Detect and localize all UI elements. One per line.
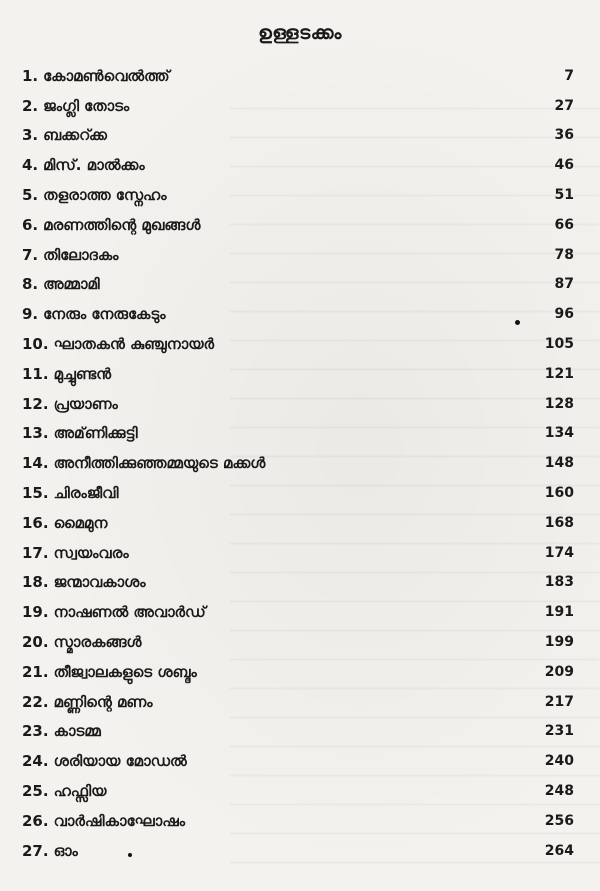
toc-entry-label (22, 365, 111, 383)
toc-entry-title: തളരാത്ത സ്നേഹം (43, 186, 167, 205)
toc-entry-page-number: 256 (544, 812, 574, 829)
toc-entry-number: 20. (22, 633, 49, 652)
toc-entry-title: ഹഫ്സിയ (53, 782, 107, 801)
toc-entry-label (22, 97, 129, 115)
toc-entry[interactable] (22, 91, 574, 121)
toc-entry[interactable] (22, 389, 574, 419)
toc-entry-page-number: 160 (544, 485, 574, 502)
toc-entry-number: 10. (22, 335, 49, 354)
toc-entry-title: മുച്ചുണ്ടൻ (53, 364, 112, 383)
toc-entry-number: 15. (22, 484, 49, 503)
toc-entry-title: ഓം (53, 841, 78, 860)
toc-entry-page-number: 248 (544, 783, 574, 800)
toc-entry-page-number: 168 (544, 514, 574, 531)
toc-entry-label (22, 722, 101, 740)
toc-entry-page-number: 148 (544, 455, 574, 472)
toc-entry-title: ചിരംജീവി (53, 484, 119, 503)
toc-entry[interactable] (22, 359, 574, 389)
toc-entry-label (22, 633, 141, 651)
toc-entry-page-number: 217 (544, 693, 574, 710)
stray-ink-dot (128, 853, 132, 857)
toc-entry-label (22, 216, 200, 234)
toc-entry-page-number: 96 (554, 306, 574, 323)
toc-entry-title: ഘാതകൻ കുഞ്ചുനായർ (53, 335, 215, 354)
toc-entry-number: 25. (22, 782, 49, 801)
toc-entry-number: 13. (22, 424, 49, 443)
toc-entry[interactable] (22, 150, 574, 180)
toc-entry-page-number: 36 (554, 127, 574, 144)
toc-entry-number: 1. (22, 66, 39, 85)
toc-entry[interactable] (22, 776, 574, 806)
toc-entry-title: കാടമ്മ (53, 722, 101, 741)
toc-entry-number: 17. (22, 543, 49, 562)
toc-entry-title: ബക്കറ്ക്ക (43, 126, 107, 145)
toc-entry-page-number: 27 (554, 97, 574, 114)
toc-entry-label (22, 335, 214, 353)
toc-entry-number: 14. (22, 454, 49, 473)
toc-entry-title: സ്വയംവരം (53, 543, 129, 562)
toc-entry[interactable] (22, 448, 574, 478)
toc-entry-title: ശരിയായ മോഡൽ (53, 752, 187, 771)
toc-entry[interactable] (22, 270, 574, 300)
toc-entry-page-number: 7 (564, 67, 574, 84)
toc-entry-title: തീജ്വാലകളുടെ ശബ്ദം (53, 662, 197, 681)
toc-entry-number: 7. (22, 245, 39, 264)
toc-entry-number: 21. (22, 662, 49, 681)
toc-entry-page-number: 105 (544, 336, 574, 353)
toc-entry-label (22, 842, 78, 860)
toc-entry-number: 3. (22, 126, 39, 145)
toc-entry[interactable] (22, 329, 574, 359)
toc-entry[interactable] (22, 121, 574, 151)
toc-entry[interactable] (22, 508, 574, 538)
toc-entry[interactable] (22, 61, 574, 91)
toc-entry-page-number: 264 (544, 842, 574, 859)
toc-entry-page-number: 209 (544, 663, 574, 680)
toc-entry-label (22, 663, 197, 681)
toc-entry-page-number: 87 (554, 276, 574, 293)
toc-entry-title: അമ്മാമി (43, 275, 100, 294)
toc-entry-title: ജംഗ്ലി തോടം (43, 96, 130, 115)
toc-entry[interactable] (22, 746, 574, 776)
toc-entry-number: 4. (22, 156, 39, 175)
toc-entry-title: ജന്മാവകാശം (53, 573, 146, 592)
toc-entry-page-number: 78 (554, 246, 574, 263)
toc-entry-number: 16. (22, 513, 49, 532)
toc-entry-number: 12. (22, 394, 49, 413)
toc-entry-number: 18. (22, 573, 49, 592)
toc-entry-page-number: 199 (544, 634, 574, 651)
toc-entry[interactable] (22, 478, 574, 508)
toc-entry-number: 26. (22, 811, 49, 830)
toc-entry-page-number: 231 (544, 723, 574, 740)
toc-entry[interactable] (22, 597, 574, 627)
toc-entry-label (22, 395, 118, 413)
toc-entry-title: മിസ്. മാൽക്കം (43, 156, 145, 175)
toc-entry-title: കോമൺവെൽത്ത് (43, 66, 170, 85)
toc-entry-title: വാർഷികാഘോഷം (53, 811, 185, 830)
toc-entry-label (22, 484, 119, 502)
toc-entry-number: 27. (22, 841, 49, 860)
toc-entry-label (22, 454, 265, 472)
toc-entry-number: 2. (22, 96, 39, 115)
toc-entry-page-number: 128 (544, 395, 574, 412)
toc-entry[interactable] (22, 210, 574, 240)
toc-entry[interactable] (22, 657, 574, 687)
toc-entry-title: നാഷണൽ അവാർഡ് (53, 603, 206, 622)
toc-entry-label (22, 514, 107, 532)
toc-entry-number: 24. (22, 752, 49, 771)
toc-entry-title: അമ്‌ണിക്കുട്ടി (53, 424, 138, 443)
table-of-contents (22, 61, 574, 866)
toc-entry-label (22, 156, 145, 174)
toc-entry-label (22, 246, 118, 264)
toc-entry-number: 23. (22, 722, 49, 741)
toc-entry-label (22, 573, 146, 591)
toc-entry-page-number: 121 (544, 365, 574, 382)
toc-entry-number: 19. (22, 603, 49, 622)
toc-entry[interactable] (22, 180, 574, 210)
toc-entry-page-number: 240 (544, 753, 574, 770)
toc-entry-number: 11. (22, 364, 49, 383)
toc-entry-number: 5. (22, 186, 39, 205)
toc-entry-label (22, 603, 206, 621)
toc-entry[interactable] (22, 627, 574, 657)
toc-entry-label (22, 67, 170, 85)
toc-entry-label (22, 275, 100, 293)
page-title: ഉള്ളടക്കം (258, 22, 342, 44)
toc-entry-label (22, 544, 129, 562)
toc-entry-title: മൈമുന (53, 513, 108, 532)
toc-entry[interactable] (22, 240, 574, 270)
toc-entry-title: പ്രയാണം (53, 394, 118, 413)
toc-entry-page-number: 174 (544, 544, 574, 561)
toc-entry-page-number: 66 (554, 216, 574, 233)
toc-entry[interactable] (22, 299, 574, 329)
toc-entry[interactable] (22, 806, 574, 836)
toc-entry-number: 9. (22, 305, 39, 324)
toc-entry[interactable] (22, 538, 574, 568)
toc-entry[interactable] (22, 717, 574, 747)
toc-entry-label (22, 305, 165, 323)
toc-entry-title: മരണത്തിന്റെ മുഖങ്ങൾ (43, 215, 201, 234)
toc-entry-page-number: 46 (554, 157, 574, 174)
toc-entry[interactable] (22, 419, 574, 449)
toc-entry-page-number: 191 (544, 604, 574, 621)
toc-entry-number: 6. (22, 215, 39, 234)
stray-ink-dot (515, 320, 520, 325)
toc-entry-label (22, 126, 107, 144)
toc-entry-number: 8. (22, 275, 39, 294)
toc-entry-page-number: 134 (544, 425, 574, 442)
toc-entry-label (22, 693, 153, 711)
toc-entry-title: അനീത്തിക്കുഞ്ഞമ്മയുടെ മക്കൾ (53, 454, 266, 473)
toc-entry-number: 22. (22, 692, 49, 711)
toc-entry[interactable] (22, 687, 574, 717)
toc-entry-label (22, 812, 185, 830)
toc-entry-label (22, 752, 187, 770)
toc-entry-page-number: 183 (544, 574, 574, 591)
toc-entry[interactable] (22, 568, 574, 598)
toc-entry-page-number: 51 (554, 187, 574, 204)
toc-entry-title: തിലോദകം (43, 245, 119, 264)
toc-entry-label (22, 424, 138, 442)
toc-entry-title: സ്മാരകങ്ങൾ (53, 633, 142, 652)
toc-entry-label (22, 186, 167, 204)
toc-entry-label (22, 782, 107, 800)
toc-entry[interactable] (22, 836, 574, 866)
toc-entry-title: മണ്ണിന്റെ മണം (53, 692, 153, 711)
toc-entry-title: നേരും നേരുകേടും (43, 305, 166, 324)
